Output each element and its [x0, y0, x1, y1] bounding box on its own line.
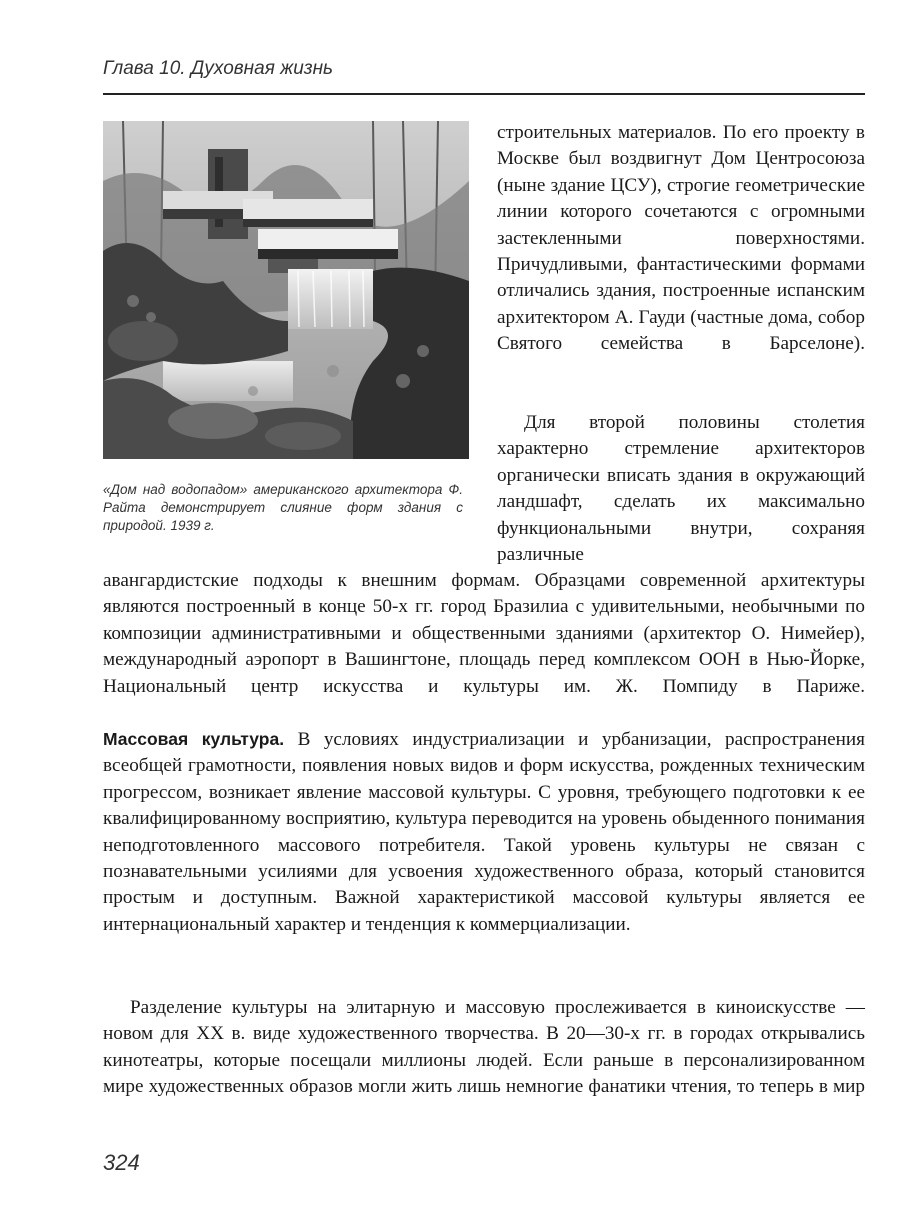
section-heading-mass-culture: Массовая культура.	[103, 729, 285, 749]
house-over-waterfall-image	[103, 121, 469, 459]
page-number: 324	[103, 1150, 140, 1175]
paragraph-cinema: Разделение культуры на элитарную и массовую прослеживается в киноискусстве — новом для XX в. виде художественного творчества. В 20—30-х гг. в городах открывались кинотеатры, которые посещали миллионы людей. Если раньше в персонализированном мире художественных образов могли жить лишь немногие фанатики чтения, то теперь в мир	[103, 997, 865, 1098]
paragraph-mass-culture	[103, 726, 865, 938]
figure-caption: «Дом над водопадом» американского архитектора Ф. Райта демонстрирует слияние форм здания с природой. 1939 г.	[103, 482, 463, 533]
section-text-mass-culture: В условиях индустриализации и урбанизации, распространения всеобщей грамотности, появления новых видов и форм искусства, рожденных техническим прогрессом, возникает явление массовой культуры. С уровня, требующего подготовки к ее квалифицированному восприятию, культура переводится на уровень обыденного понимания неподготовленного массового потребителя. Такой уровень культуры не связан с познавательными усилиями для усвоения художественного образа, который становится простым и доступным. Важной характеристикой массовой культуры является ее интернациональный характер и тенденция к коммерциализации.	[103, 729, 865, 935]
figure-photo	[103, 121, 469, 459]
paragraph-architecture-continued: авангардистские подходы к внешним формам. Образцами современной архитектуры являются построенный в конце 50-х гг. город Бразилиа с удивительными, необычными по композиции административными и общественными зданиями (архитектор О. Нимейер), международный аэропорт в Вашингтоне, площадь перед комплексом ООН в Нью-Йорке, Национальный центр искусства и культуры им. Ж. Помпиду в Париже.	[103, 570, 865, 697]
header-rule	[103, 93, 865, 95]
paragraph-column-1: строительных материалов. По его проекту в Москве был воздвигнут Дом Центросоюза (ныне здание ЦСУ), строгие геометрические линии которого сочетаются с огромными застекленными поверхностями. Причудливыми, фантастическими формами отличались здания, построенные испанским архитектором А. Гауди (частные дома, собор Святого семейства в Барселоне).	[497, 122, 865, 355]
running-header: Глава 10. Духовная жизнь	[103, 58, 334, 79]
paragraph-column-2: Для второй половины столетия характерно стремление архитекторов органически вписать здания в окружающий ландшафт, сделать их максимально функциональными внутри, сохраняя различные	[497, 412, 865, 566]
